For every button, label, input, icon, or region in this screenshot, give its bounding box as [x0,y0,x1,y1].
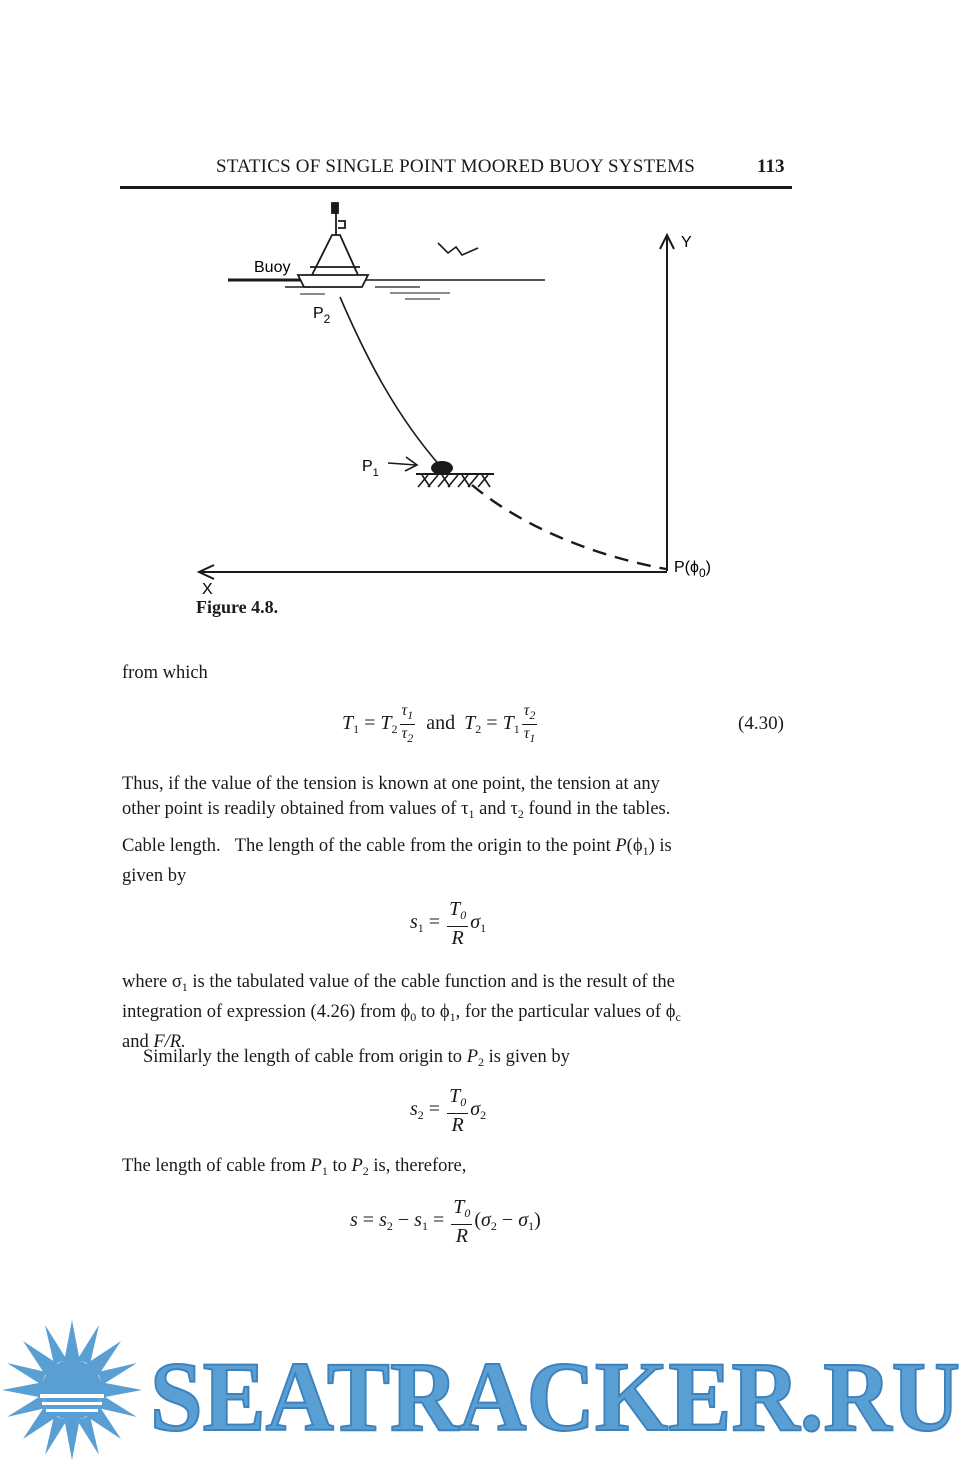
frac-num-tau: τ [401,702,408,719]
where-phi0-sub: 0 [410,1010,417,1024]
s-s1-sub: 1 [421,1219,428,1234]
cable-solid [340,297,442,468]
s2-fraction [447,1085,468,1136]
frac-den-tau: τ [401,725,408,742]
s-R: R [451,1224,472,1247]
eq-T1: T [342,712,354,735]
frac2-num-tau: τ [523,702,530,719]
where-sigma-and: and [122,1032,149,1052]
paragraph-where-sigma [122,970,794,1055]
frac2-num-sub: 2 [529,708,536,722]
s-s: s [350,1209,358,1232]
y-axis-label: Y [681,234,692,251]
paragraph-cable-length [122,834,794,889]
bird-icon [438,243,478,255]
from-which-text: from which [122,663,208,683]
frac2-num [522,702,538,724]
eq-equals-1: = [364,712,376,735]
eq-T1-b: T [502,712,514,735]
equation-s2 [410,1085,486,1136]
equation-s [350,1196,541,1247]
eq-equals-2: = [486,712,498,735]
eq-T1-b-sub: 1 [513,722,520,737]
frac2-den-sub: 1 [529,731,536,745]
where-sigma-line-2 [122,1000,794,1030]
s-rparen: ) [534,1209,541,1232]
frac2-den [522,724,538,747]
where-sigma-a: where σ [122,972,182,992]
s2-sigma-sub: 2 [480,1108,487,1123]
eq-T2: T [380,712,392,735]
cable-dashed [472,485,666,569]
page-number: 113 [757,156,785,177]
s1-sigma-sub: 1 [480,921,487,936]
p1-label-sub: 1 [372,467,379,479]
s1-sub: 1 [417,921,424,936]
similarly-a: Similarly the length of cable from origin to [143,1047,463,1067]
sun-icon [2,1320,142,1460]
tau1-over-tau2 [400,702,416,747]
where-sigma-line-1 [122,970,794,1000]
similarly-P: P [466,1047,478,1067]
s-equals-2: = [432,1209,445,1232]
s-T-sub: 0 [464,1206,471,1220]
s1-frac-num [447,898,468,926]
p1-tau2-sub: 2 [517,807,524,821]
seabed-hatch [418,475,490,487]
s-fraction [451,1196,472,1247]
s1-fraction [447,898,468,949]
where-phi1-sub: 1 [449,1010,456,1024]
s-minus-2: − [501,1209,514,1232]
similarly-c: is given by [488,1047,570,1067]
s2-T-sub: 0 [460,1095,467,1109]
s-sigma1: σ [518,1209,529,1232]
watermark [0,1318,975,1463]
s-equals-1: = [362,1209,375,1232]
equation-number-4-30: (4.30) [738,713,784,734]
s1-T: T [449,898,461,920]
s2-equals: = [428,1098,441,1121]
s-s2: s [379,1209,387,1232]
cable-length-heading: Cable length. [122,836,221,856]
length-e: is, therefore, [373,1156,467,1176]
s-T: T [453,1196,465,1218]
frac-den [400,724,416,747]
cable-length-line-1 [122,834,794,864]
paragraph-similarly [143,1045,570,1075]
origin-label-sub: 0 [698,566,706,580]
where-sigma-sub: 1 [181,980,188,994]
s2-T: T [449,1085,461,1107]
buoy-label: Buoy [254,259,291,276]
length-P1: P [310,1156,322,1176]
equation-4-30 [342,702,539,747]
p1-line2-b: and τ [479,799,518,819]
where-sigma-c: integration of expression (4.26) from ϕ [122,1002,411,1022]
s1-equals: = [428,911,441,934]
s2-frac-num [447,1085,468,1113]
cable-length-text-d: ) is [648,836,672,856]
origin-label [674,559,711,580]
where-sigma-d: to ϕ [420,1002,450,1022]
frac-num [400,702,416,724]
cable-length-P: P [615,836,627,856]
s2-sigma: σ [470,1098,481,1121]
y-axis [660,235,674,571]
where-sigma-b: is the tabulated value of the cable function and is the result of the [192,972,675,992]
length-P2: P [351,1156,363,1176]
header-rule [120,186,792,189]
origin-label-close: ) [705,559,711,576]
s-lparen: ( [474,1209,482,1232]
eq-and: and [426,712,456,735]
origin-label-main: P(ϕ [674,559,699,576]
frac-num-sub: 1 [407,708,414,722]
cable-length-phi: (ϕ [626,836,643,856]
frac-den-sub: 2 [407,731,414,745]
s1-T-sub: 0 [460,908,467,922]
p1-line2-a: other point is readily obtained from values of τ [122,799,469,819]
length-P2-sub: 2 [362,1164,369,1178]
watermark-text: SEATRACKER.RU [150,1341,960,1452]
paragraph-length-p1-p2 [122,1154,466,1184]
buoy-icon [298,203,368,287]
p2-label [313,305,331,326]
cable-length-phi-sub: 1 [642,844,649,858]
s-s1: s [414,1209,422,1232]
eq-T1-sub: 1 [353,722,360,737]
p1-label-letter: P [362,458,373,475]
eq-T2-sub: 2 [391,722,398,737]
x-axis [199,565,667,579]
s1-sigma: σ [470,911,481,934]
equation-s1 [410,898,486,949]
length-a: The length of cable from [122,1156,306,1176]
running-header: STATICS OF SINGLE POINT MOORED BUOY SYSTEMS [216,156,695,177]
similarly-P-sub: 2 [478,1055,484,1069]
s-sigma1-sub: 1 [528,1219,535,1234]
s2-R: R [447,1113,468,1136]
figure-4-8-diagram [190,195,750,595]
p1-arrow-icon [388,457,417,471]
eq-T2-b: T [464,712,476,735]
p1-tau1-sub: 1 [468,807,475,821]
s1-R: R [447,926,468,949]
paragraph-tension-line-1: Thus, if the value of the tension is known at one point, the tension at any [122,774,660,794]
cable-length-line-2: given by [122,866,187,886]
length-to: to [332,1156,347,1176]
where-sigma-e: , for the particular values of ϕ [455,1002,676,1022]
p2-label-letter: P [313,305,324,322]
s-sigma2-sub: 2 [490,1219,497,1234]
s1-s: s [410,911,418,934]
length-P1-sub: 1 [321,1164,328,1178]
eq-T2-b-sub: 2 [475,722,482,737]
p2-label-sub: 2 [323,312,331,326]
where-phic-sub: c [675,1010,681,1024]
s2-sub: 2 [417,1108,424,1123]
s2-s: s [410,1098,418,1121]
figure-caption: Figure 4.8. [196,597,279,617]
paragraph-tension [122,772,794,827]
cable-length-text-a: The length of the cable from the origin to the point [234,836,611,856]
p1-label [362,458,379,479]
paragraph-tension-line-2 [122,797,794,827]
where-sigma-fr: F/R. [153,1032,186,1052]
tau2-over-tau1 [522,702,538,747]
p1-line2-c: found in the tables. [528,799,671,819]
sea-surface [228,280,545,299]
frac2-den-tau: τ [523,725,530,742]
s-frac-num [451,1196,472,1224]
anchor-icon [416,461,494,475]
x-axis-label: X [202,581,213,595]
s-sigma2: σ [481,1209,491,1232]
s-minus-1: − [397,1209,410,1232]
s-s2-sub: 2 [386,1219,393,1234]
